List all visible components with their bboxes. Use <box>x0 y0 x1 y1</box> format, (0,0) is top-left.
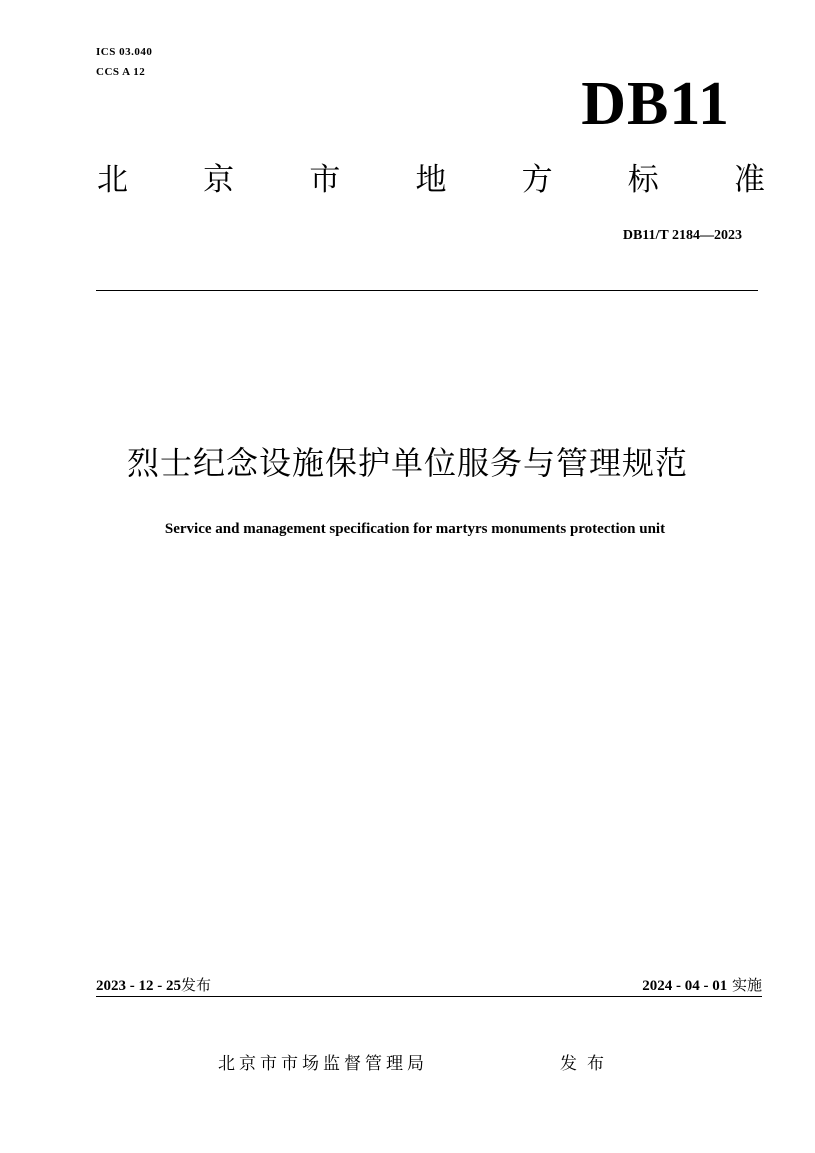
ics-code: ICS 03.040 <box>96 46 153 58</box>
issuer-action: 发布 <box>560 1054 614 1074</box>
title-english: Service and management specification for martyrs monuments protection unit <box>164 521 666 537</box>
implement-date: 2024 - 04 - 01 <box>642 978 728 994</box>
standard-type-char: 准 <box>733 162 765 198</box>
issuer: 北京市市场监督管理局 <box>218 1054 428 1074</box>
standard-type <box>97 160 765 200</box>
standard-type-char: 北 <box>97 162 128 198</box>
standard-number: DB11/T 2184—2023 <box>622 228 742 243</box>
standard-type-char: 标 <box>627 162 659 198</box>
header-divider <box>96 290 758 291</box>
standard-type-char: 方 <box>521 162 553 198</box>
classification-codes <box>96 42 152 82</box>
publish-date: 2023 - 12 - 25 <box>96 978 181 994</box>
ccs-code: CCS A 12 <box>96 66 146 78</box>
date-divider <box>96 996 762 997</box>
standard-type-char: 地 <box>415 162 447 198</box>
db-logo: DB11 <box>581 70 730 138</box>
title-chinese: 烈士纪念设施保护单位服务与管理规范 <box>126 444 688 482</box>
standard-type-char: 京 <box>203 162 235 198</box>
publish-label: 发布 <box>181 976 212 994</box>
implement-date-group <box>642 974 762 997</box>
implement-label: 实施 <box>731 976 762 994</box>
publish-date-group <box>96 974 211 997</box>
standard-type-char: 市 <box>309 162 341 198</box>
